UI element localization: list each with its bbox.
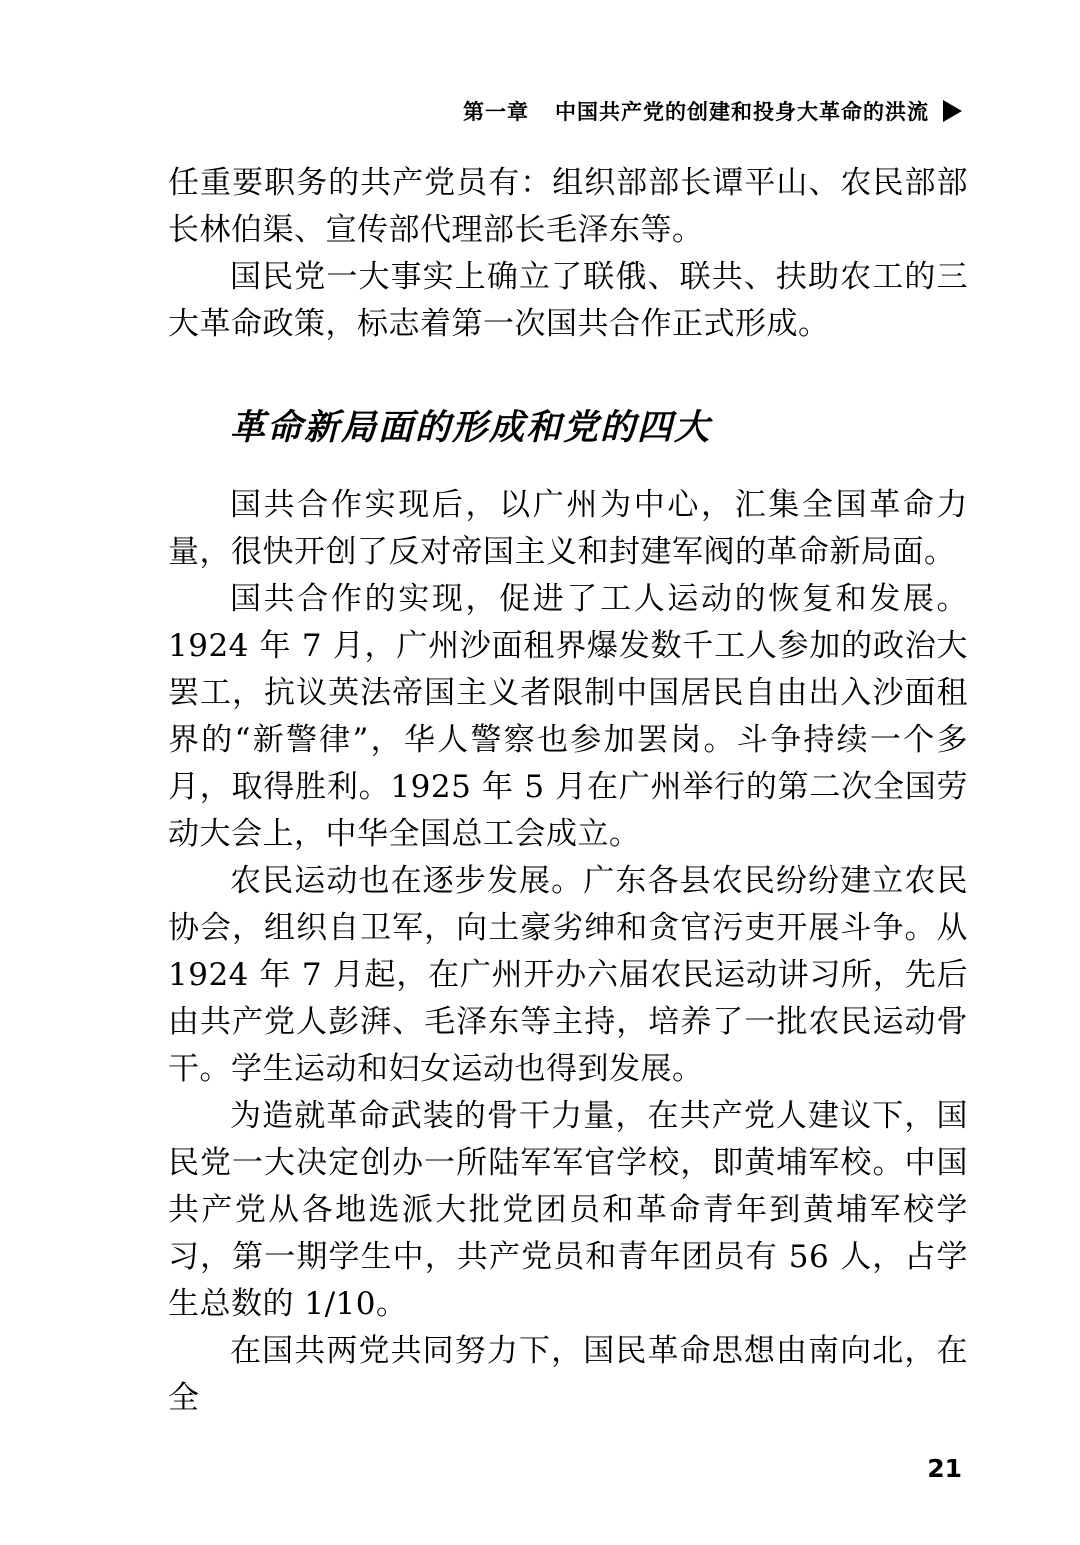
- page-number: 21: [927, 1454, 962, 1483]
- paragraph-continuation: 任重要职务的共产党员有：组织部部长谭平山、农民部部长林伯渠、宣传部代理部长毛泽东等。: [168, 165, 968, 248]
- running-head: [0, 96, 1080, 126]
- paragraph: 农民运动也在逐步发展。广东各县农民纷纷建立农民协会，组织自卫军，向土豪劣绅和贪官污吏开展斗争。从 1924 年 7 月起，在广州开办六届农民运动讲习所，先后由共产党人彭湃、毛泽东等主持，培养了一批农民运动骨干。学生运动和妇女运动也得到发展。: [168, 863, 968, 1087]
- paragraph: 在国共两党共同努力下，国民革命思想由南向北，在全: [168, 1333, 968, 1416]
- paragraph: 国共合作的实现，促进了工人运动的恢复和发展。1924 年 7 月，广州沙面租界爆发数千工人参加的政治大罢工，抗议英法帝国主义者限制中国居民自由出入沙面租界的“新警律”，华人警察也参加罢岗。斗争持续一个多月，取得胜利。1925 年 5 月在广州举行的第二次全国劳动大会上，中华全国总工会成立。: [168, 581, 968, 852]
- paragraph: 为造就革命武装的骨干力量，在共产党人建议下，国民党一大决定创办一所陆军军官学校，即黄埔军校。中国共产党从各地选派大批党团员和革命青年到黄埔军校学习，第一期学生中，共产党员和青年团员有 56 人，占学生总数的 1/10。: [168, 1098, 968, 1322]
- running-head-chapter-title: 中国共产党的创建和投身大革命的洪流: [555, 100, 929, 124]
- triangle-marker-icon: [943, 100, 962, 122]
- section-heading: 革命新局面的形成和党的四大: [230, 407, 712, 448]
- paragraph: 国共合作实现后，以广州为中心，汇集全国革命力量，很快开创了反对帝国主义和封建军阀的革命新局面。: [168, 487, 968, 570]
- paragraph: 国民党一大事实上确立了联俄、联共、扶助农工的三大革命政策，标志着第一次国共合作正式形成。: [168, 259, 968, 342]
- page-body: [168, 160, 968, 1422]
- running-head-chapter-label: 第一章: [463, 100, 529, 124]
